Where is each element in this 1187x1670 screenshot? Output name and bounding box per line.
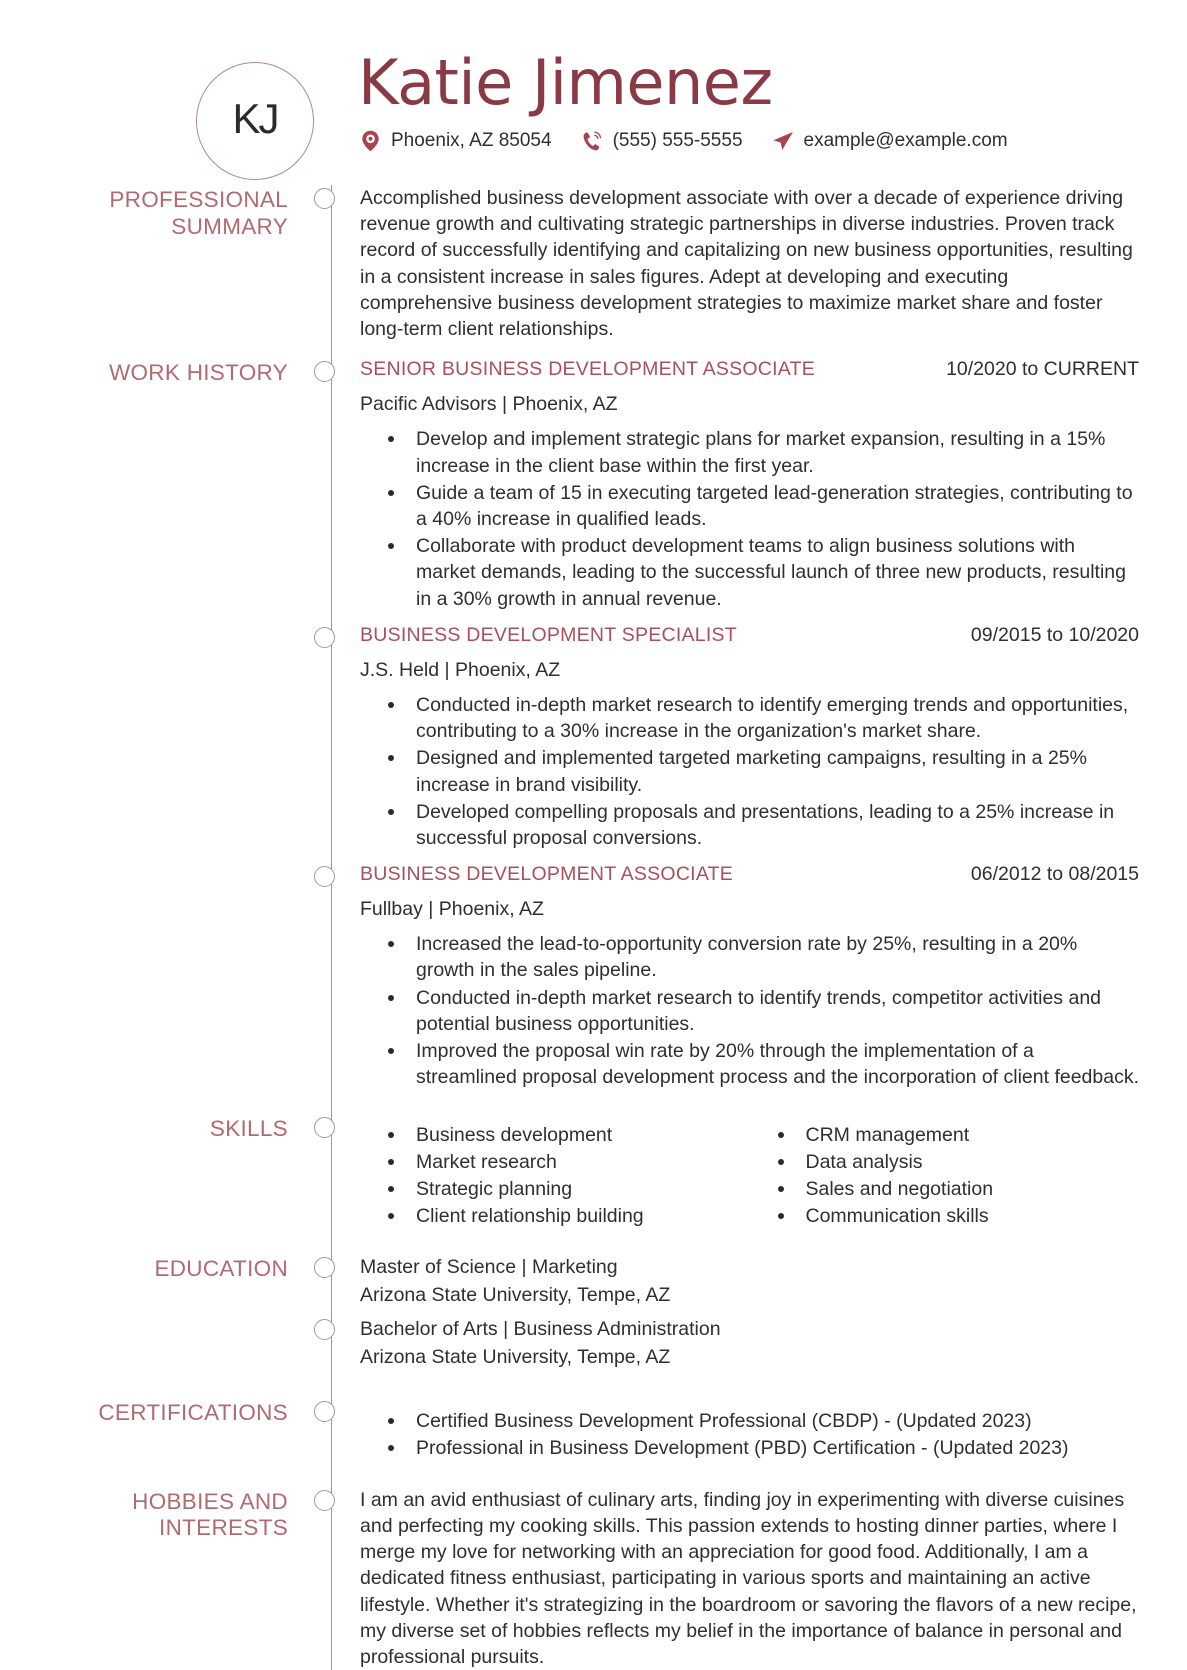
job-company: Pacific Advisors | Phoenix, AZ xyxy=(360,393,618,416)
list-item: Conducted in-depth market research to identify trends, competitor activities and potential business opportunities. xyxy=(360,985,1139,1037)
list-item: Client relationship building xyxy=(360,1205,750,1232)
monogram xyxy=(196,62,314,180)
skills-column-right xyxy=(750,1114,1140,1232)
section-body-education xyxy=(360,1254,1187,1371)
list-item: Designed and implemented targeted marketing campaigns, resulting in a 25% increase in brand visibility. xyxy=(360,745,1139,797)
education-degree: Master of Science | Marketing xyxy=(360,1256,618,1279)
section-body-work-history xyxy=(360,358,1187,1091)
section-body-summary xyxy=(360,185,1187,342)
list-item: Sales and negotiation xyxy=(750,1178,1140,1205)
list-item: Guide a team of 15 in executing targeted lead-generation strategies, contributing to a 40% increase in qualified leads. xyxy=(360,480,1139,532)
section-skills xyxy=(0,1114,1187,1232)
contact-row xyxy=(358,129,1036,153)
job-company: Fullbay | Phoenix, AZ xyxy=(360,898,544,921)
summary-paragraph: Accomplished business development associate with over a decade of experience driving revenue growth and cultivating strategic partnerships in diverse industries. Proven track record of successfully identifying and capitalizing on new business opportunities, resulting in a consistent increase in sales figures. Adept at developing and executing comprehensive business development strategies to maximize market share and foster long-term client relationships. xyxy=(360,187,1133,341)
job-title: SENIOR BUSINESS DEVELOPMENT ASSOCIATE xyxy=(360,358,815,381)
job-company: J.S. Held | Phoenix, AZ xyxy=(360,658,561,681)
education-school: Arizona State University, Tempe, AZ xyxy=(360,1284,671,1307)
list-item: Communication skills xyxy=(750,1205,1140,1232)
section-professional-summary xyxy=(0,185,1187,342)
section-label-skills: SKILLS xyxy=(209,1116,288,1142)
resume-header xyxy=(0,0,1187,185)
hobbies-paragraph: I am an avid enthusiast of culinary arts, finding joy in experimenting with diverse cuisines and perfecting my cooking skills. This passion extends to hosting dinner parties, where I merge my love for networking with an appreciation for good food. Additionally, I am a dedicated fitness enthusiast, participating in various sports and maintaining an active lifestyle. Whether it's strategizing in the boardroom or savoring the flavors of a new recipe, my diverse set of hobbies reflects my belief in the importance of balance in personal and professional pursuits. xyxy=(360,1488,1137,1668)
section-work-history xyxy=(0,358,1187,1091)
timeline-dot xyxy=(314,188,335,209)
job-header xyxy=(360,624,1139,647)
timeline-dot xyxy=(314,361,335,382)
section-certifications xyxy=(0,1398,1187,1462)
contact-email xyxy=(771,129,1008,153)
timeline-dot xyxy=(314,1257,335,1278)
section-body-skills xyxy=(360,1114,1187,1232)
list-item: Business development xyxy=(360,1124,750,1151)
job-bullets xyxy=(360,931,1139,1090)
list-item: Improved the proposal win rate by 20% through the implementation of a streamlined proposal development process and the incorporation of client feedback. xyxy=(360,1038,1139,1090)
certifications-list xyxy=(360,1408,1139,1461)
list-item: Strategic planning xyxy=(360,1178,750,1205)
section-label-education: EDUCATION xyxy=(154,1256,288,1282)
paper-plane-icon xyxy=(771,129,795,153)
education-entry xyxy=(360,1316,1139,1371)
education-degree: Bachelor of Arts | Business Administration xyxy=(360,1317,721,1340)
section-education xyxy=(0,1254,1187,1371)
skills-column-left xyxy=(360,1114,750,1232)
timeline-dot-job-3 xyxy=(314,866,335,887)
job-dates: 09/2015 to 10/2020 xyxy=(970,623,1139,646)
list-item: Professional in Business Development (PBD) Certification - (Updated 2023) xyxy=(360,1435,1139,1461)
list-item: Developed compelling proposals and presentations, leading to a 25% increase in successful proposal conversions. xyxy=(360,799,1139,851)
section-body-hobbies xyxy=(360,1487,1187,1670)
monogram-circle xyxy=(196,62,314,180)
timeline-dot xyxy=(314,1117,335,1138)
job-entry xyxy=(360,358,1139,612)
list-item: Increased the lead-to-opportunity conversion rate by 25%, resulting in a 20% growth in the sales pipeline. xyxy=(360,931,1139,983)
contact-phone xyxy=(580,129,743,153)
location-pin-icon xyxy=(358,129,382,153)
contact-location xyxy=(358,129,552,153)
resume-body xyxy=(0,185,1187,1670)
contact-location-text: Phoenix, AZ 85054 xyxy=(391,130,552,152)
job-header xyxy=(360,863,1139,886)
job-bullets xyxy=(360,692,1139,851)
skills-list-left xyxy=(360,1124,750,1232)
job-bullets xyxy=(360,426,1139,612)
list-item: Data analysis xyxy=(750,1151,1140,1178)
education-school: Arizona State University, Tempe, AZ xyxy=(360,1345,671,1368)
candidate-name: Katie Jimenez xyxy=(358,46,773,119)
timeline-dot-job-2 xyxy=(314,627,335,648)
section-body-certifications xyxy=(360,1398,1187,1462)
job-title: BUSINESS DEVELOPMENT SPECIALIST xyxy=(360,623,737,646)
timeline-dot xyxy=(314,1490,335,1511)
section-label-summary: PROFESSIONAL SUMMARY xyxy=(109,187,288,239)
list-item: Develop and implement strategic plans for market expansion, resulting in a 15% increase in the client base within the first year. xyxy=(360,426,1139,478)
monogram-initials: KJ xyxy=(232,95,278,142)
job-header xyxy=(360,358,1139,381)
section-label-hobbies: HOBBIES AND INTERESTS xyxy=(132,1488,288,1541)
list-item: Conducted in-depth market research to identify emerging trends and opportunities, contributing to a 30% increase in the organization's market share. xyxy=(360,692,1139,744)
job-dates: 10/2020 to CURRENT xyxy=(946,358,1139,381)
list-item: CRM management xyxy=(750,1124,1140,1151)
skills-list-right xyxy=(750,1124,1140,1232)
phone-icon xyxy=(580,129,604,153)
job-title: BUSINESS DEVELOPMENT ASSOCIATE xyxy=(360,863,734,886)
skills-columns xyxy=(360,1114,1139,1232)
job-entry xyxy=(360,624,1139,851)
list-item: Collaborate with product development teams to align business solutions with market demands, leading to the successful launch of three new products, resulting in a 30% growth in annual revenue. xyxy=(360,533,1139,612)
timeline-dot xyxy=(314,1401,335,1422)
contact-phone-text: (555) 555-5555 xyxy=(612,130,743,152)
section-label-work-history: WORK HISTORY xyxy=(108,360,288,386)
section-hobbies-and-interests xyxy=(0,1487,1187,1670)
contact-email-text: example@example.com xyxy=(803,130,1008,152)
list-item: Certified Business Development Professional (CBDP) - (Updated 2023) xyxy=(360,1408,1139,1434)
list-item: Market research xyxy=(360,1151,750,1178)
header-main xyxy=(358,46,1036,153)
section-label-certifications: CERTIFICATIONS xyxy=(98,1400,288,1426)
job-entry xyxy=(360,863,1139,1090)
job-dates: 06/2012 to 08/2015 xyxy=(970,863,1139,886)
education-entry xyxy=(360,1254,1139,1309)
timeline-dot-education-2 xyxy=(314,1319,335,1340)
